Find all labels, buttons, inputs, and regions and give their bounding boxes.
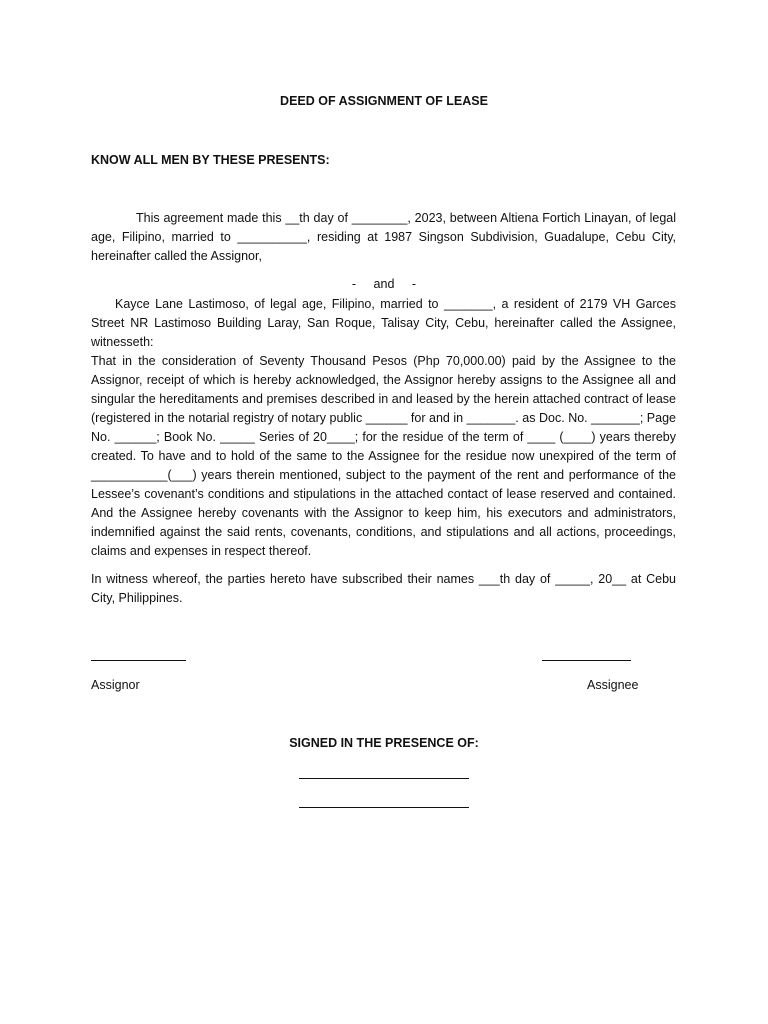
witness-signature-line-1	[299, 778, 469, 779]
document-title: DEED OF ASSIGNMENT OF LEASE	[280, 94, 488, 108]
witness-whereof-paragraph: In witness whereof, the parties hereto have subscribed their names ___th day of _____, 20__ at Cebu City, Philippines.	[91, 572, 676, 605]
assignor-label: Assignor	[91, 678, 140, 692]
assignee-label: Assignee	[587, 678, 639, 692]
preamble-heading: KNOW ALL MEN BY THESE PRESENTS:	[91, 153, 330, 167]
and-separator: - and -	[351, 277, 417, 291]
agreement-paragraph: This agreement made this __th day of ________, 2023, between Altiena Fortich Linayan, of legal age, Filipino, married to __________, residing at 1987 Singson Subdivision, Guadalupe, Cebu City, hereinafter called the Assignor,	[91, 211, 676, 263]
assignee-paragraph: Kayce Lane Lastimoso, of legal age, Filipino, married to _______, a resident of 2179 VH Garces Street NR Lastimoso Building Laray, San Roque, Talisay City, Cebu, hereinafter called the Assignee, witnesseth:	[91, 297, 676, 349]
assignor-signature-line	[91, 660, 186, 661]
witness-heading: SIGNED IN THE PRESENCE OF:	[289, 736, 479, 750]
assignee-signature-line	[542, 660, 631, 661]
consideration-paragraph: That in the consideration of Seventy Thousand Pesos (Php 70,000.00) paid by the Assignee to the Assignor, receipt of which is hereby acknowledged, the Assignor hereby assigns to the Assignee all and singular the hereditaments and premises described in and leased by the herein attached contract of lease (registered in the notarial registry of notary public ______ for and in _______. as Doc. No. _______; Page No. ______; Book No. _____ Series of 20____; for the residue of the term of ____ (____) years thereby created. To have and to hold of the same to the Assignee for the residue now unexpired of the term of ___________(___) years therein mentioned, subject to the payment of the rent and performance of the Lessee’s covenant’s conditions and stipulations in the attached contact of lease reserved and contained. And the Assignee hereby covenants with the Assignor to keep him, his executors and administrators, indemnified against the said rents, covenants, conditions, and stipulations and all actions, proceedings, claims and expenses in respect thereof.	[91, 354, 676, 558]
witness-signature-line-2	[299, 807, 469, 808]
